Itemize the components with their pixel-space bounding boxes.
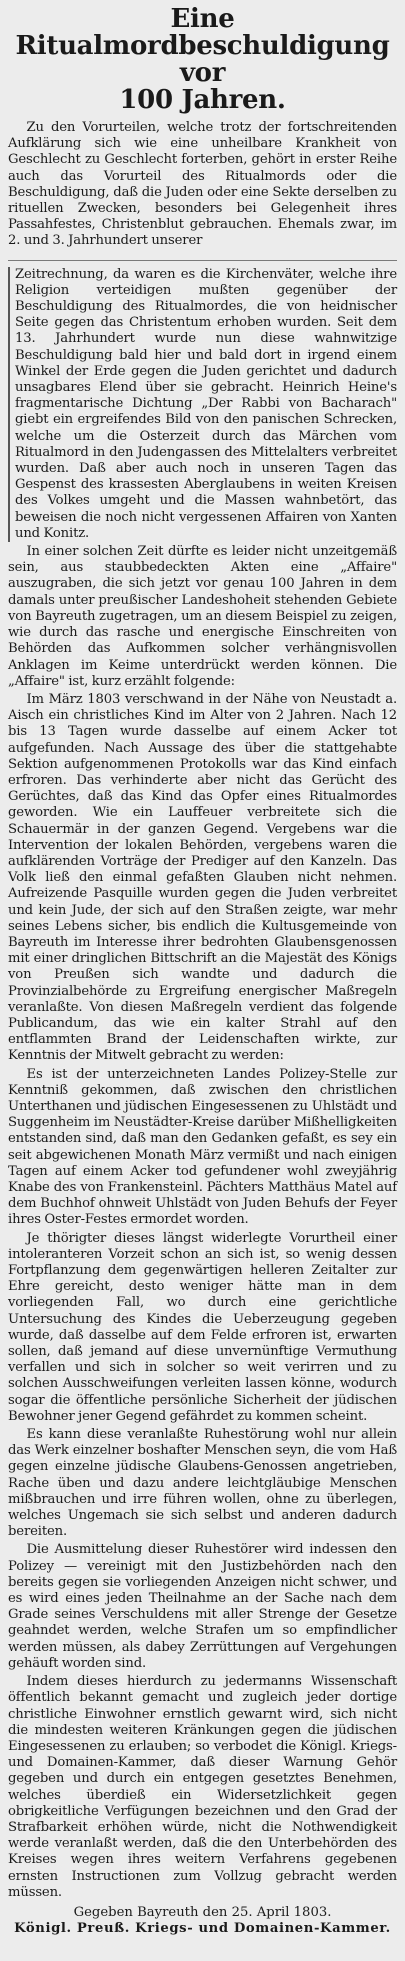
paragraph-affaire-intro: In einer solchen Zeit dürfte es leider nicht unzeitgemäß sein, aus staubbedeckten Akten eine „Affaire" auszugraben, die sich jetzt vor genau 100 Jahren in dem damals unter preußischer Landeshoheit stehenden Gebiete von Bayreuth zugetragen, um an diesem Beispiel zu zeigen, wie durch das rasche und energische Einschreiten von Behörden das Aufkommen solcher verhängnisvollen Anklagen im Keime unterdrückt werden können. Die „Affaire" ist, kurz erzählt folgende: [8, 544, 397, 689]
publicandum-paragraph-2: Je thörigter dieses längst widerlegte Vorurtheil einer intoleranteren Vorzeit schon an sich ist, so wenig dessen Fortpflanzung dem gegenwärtigen helleren Zeitalter zur Ehre gereicht, desto weniger hätte man in dem vorliegenden Fall, wo durch eine gerichtliche Untersuchung des Kindes die Ueberzeugung gegeben wurde, daß dasselbe auf dem Felde erfroren ist, erwarten sollen, daß jemand auf diese unvernünftige Vermuthung verfallen und sich in solcher so weit verirren und zu solchen Ausschweifungen verleiten lassen könne, wodurch sogar die öffentliche persönliche Sicherheit der jüdischen Bewohner jener Gegend gefährdet zu kommen scheint. [8, 1230, 397, 1424]
publicandum-paragraph-1: Es ist der unterzeichneten Landes Polizey-Stelle zur Kenntniß gekommen, daß zwischen den christlichen Unterthanen und jüdischen Eingesessenen zu Uhlstädt und Suggenheim im Neustädter-Kreise darüber Mißhelligkeiten entstanden sind, daß man den Gedanken gefaßt, es sey ein seit abgewichenen Monath März vermißt und nach einigen Tagen auf einem Acker tod gefundener wohl zweyjährig Knabe des von Frankensteinl. Pächters Matthäus Matel auf dem Buchhof ohnweit Uhlstädt von Juden Behufs der Feyer ihres Oster-Festes ermordet worden. [8, 1066, 397, 1228]
article-title-line1: Eine Ritualmordbeschuldigung vor [15, 4, 390, 88]
publicandum-paragraph-4: Die Ausmittelung dieser Ruhestörer wird indessen den Polizey — vereinigt mit den Justizbehörden nach den bereits gegen sie vorliegenden Anzeigen nicht schwer, und es wird eines jeden Theilnahme an der Sache nach dem Grade seines Verschuldens mit aller Strenge der Gesetze geahndet werden, welche Strafen um so empfindlicher werden müssen, als dabey Zerrüttungen auf Vergehungen gehäuft worden sind. [8, 1542, 397, 1671]
paragraph-continuation: Zeitrechnung, da waren es die Kirchenväter, welche ihre Religion verteidigen mußten gegenüber der Beschuldigung des Ritualmordes, die von heidnischer Seite gegen das Christentum erhoben wurden. Seit dem 13. Jahrhundert wurde nun diese wahnwitzige Beschuldigung bald hier und bald dort in irgend einem Winkel der Erde gegen die Juden gerichtet und dadurch unsagbares Elend über sie gebracht. Heinrich Heine's fragmentarische Dichtung „Der Rabbi von Bacharach" giebt ein ergreifendes Bild von den panischen Schrecken, welche um die Osterzeit durch das Märchen vom Ritualmord in den Judengassen des Mittelalters verbreitet wurden. Daß aber auch noch in unseren Tagen das Gespenst des krassesten Aberglaubens in weiten Kreisen des Volkes umgeht und die Massen wahnbetört, das beweisen die noch nicht vergessenen Affairen von Xanten und Konitz. [15, 266, 397, 541]
column-divider [8, 252, 397, 261]
publicandum-paragraph-3: Es kann diese veranlaßte Ruhestörung wohl nur allein das Werk einzelner boshafter Menschen seyn, die vom Haß gegen einzelne jüdische Glaubens-Genossen angetrieben, Rache üben und dazu andere leichtgläubige Menschen mißbrauchen und irre führen wollen, ohne zu überlegen, welches Ungemach sie sich selbst und anderen dadurch bereiten. [8, 1427, 397, 1540]
intro-paragraph: Zu den Vorurteilen, welche trotz der fortschreitenden Aufklärung sich wie eine unheilbare Krankheit von Geschlecht zu Geschlecht forterben, gehört in erster Reihe auch das Vorurteil des Ritualmords oder die Beschuldigung, daß die Juden oder eine Sekte derselben zu rituellen Zwecken, besonders bei Gelegenheit ihres Passahfestes, Christenblut gebrauchen. Ehemals zwar, im 2. und 3. Jahrhundert unserer [8, 120, 397, 249]
paragraph-story: Im März 1803 verschwand in der Nähe von Neustadt a. Aisch ein christliches Kind im Alter von 2 Jahren. Nach 12 bis 13 Tagen wurde dasselbe auf einem Acker tot aufgefunden. Nach Aussage des über die stattgehabte Sektion aufgenommenen Protokolls war das Kind einfach erfroren. Das verhinderte aber nicht das Gerücht des Gerüchtes, daß das Kind das Opfer eines Ritualmordes geworden. Wie ein Lauffeuer verbreitete sich die Schauermär in der ganzen Gegend. Vergebens war die Intervention der lokalen Behörden, vergebens waren die aufklärenden Vorträge der Prediger auf den Kanzeln. Das Volk ließ den einmal gefaßten Glauben nicht nehmen. Aufreizende Pasquille wurden gegen die Juden verbreitet und kein Jude, der sich auf den Straßen zeigte, war mehr seines Lebens sicher, bis endlich die Kultusgemeinde von Bayreuth im Interesse ihrer bedrohten Glaubensgenossen mit einer dringlichen Bittschrift an die Majestät des Königs von Preußen sich wandte und dadurch die Provinzialbehörde zu Ergreifung energischer Maßregeln veranlaßte. Von diesen Maßregeln verdient das folgende Publicandum, das wie ein kalter Strahl auf den entflammten Brand der Leidenschaften wirkte, zur Kenntnis der Mitwelt gebracht zu werden: [8, 691, 397, 1064]
continued-section [8, 267, 397, 542]
publicandum-paragraph-5: Indem dieses hierdurch zu jedermanns Wissenschaft öffentlich bekannt gemacht und zugleich jeder dortige christliche Einwohner ernstlich gewarnt wird, sich nicht die mindesten weiteren Kränkungen gegen die jüdischen Eingesessenen zu erlauben; so verbodet die Königl. Kriegs- und Domainen-Kammer, daß dieser Warnung Gehör gegeben und durch ein entgegen gesetztes Benehmen, welches überdieß ein Widersetzlichkeit gegen obrigkeitliche Verfügungen bezeichnen und den Grad der Strafbarkeit erhöhen würde, nicht die Nothwendigkeit werde veranlaßt werden, daß die den Unterbehörden des Kreises wegen ihres weitern Verfahrens gegebenen ernsten Instructionen zum Vollzug gebracht werden müssen. [8, 1674, 397, 1900]
article-title [8, 6, 397, 114]
date-line: Gegeben Bayreuth den 25. April 1803. [73, 1904, 332, 1920]
article-title-line2: 100 Jahren. [119, 85, 286, 115]
signature: Königl. Preuß. Kriegs- und Domainen-Kammer. [14, 1921, 391, 1937]
